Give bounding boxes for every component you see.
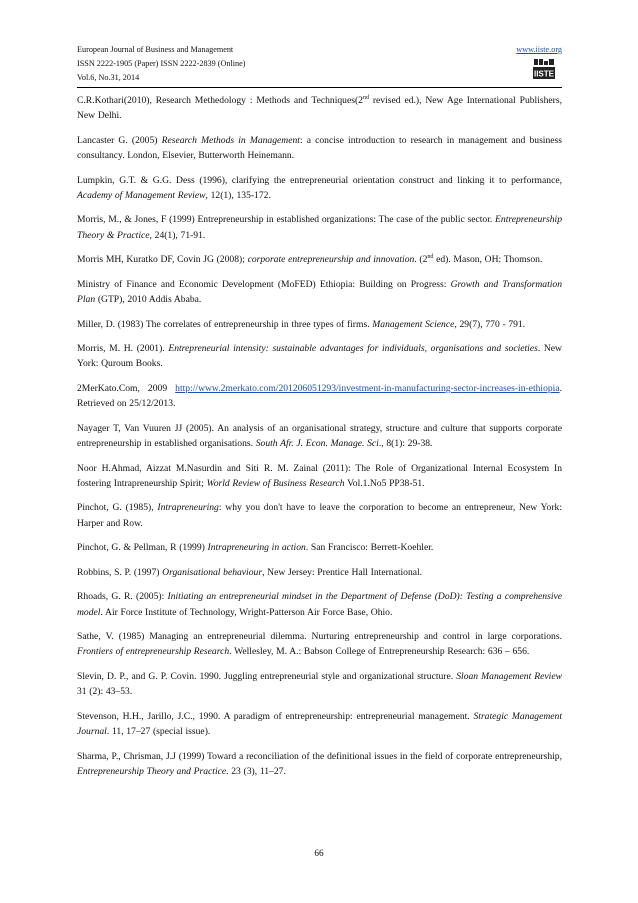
reference-text: Pinchot, G. & Pellman, R (1999) <box>77 542 208 554</box>
reference-text: , 29(7), 770 - 791. <box>454 318 526 330</box>
reference-text: Stevenson, H.H., Jarillo, J.C., 1990. A paradigm of entrepreneurship: entrepreneurial management. <box>77 710 474 722</box>
reference-text: . 11, 17–27 (special issue). <box>106 725 211 737</box>
reference-entry <box>77 629 562 659</box>
reference-italic-text: Frontiers of entrepreneurship Research <box>77 646 230 658</box>
reference-text: Sathe, V. (1985) Managing an entrepreneurial dilemma. Nurturing entrepreneurship and control in large corporations. <box>77 631 562 643</box>
reference-italic-text: South Afr. J. Econ. Manage. Sci <box>255 437 379 449</box>
reference-text: Noor H.Ahmad, Aizzat M.Nasurdin and Siti R. M. Zainal (2011): The Role of Organizational Internal Ecosystem In fostering Intrapreneurship Spirit; <box>77 462 562 489</box>
reference-text: . Retrieved on 25/12/2013. <box>77 382 562 410</box>
iiste-logo-icon <box>532 57 556 81</box>
reference-entry <box>77 589 562 619</box>
reference-entry <box>77 421 562 451</box>
reference-italic-text: corporate entrepreneurship and innovation <box>247 254 415 266</box>
header-divider <box>77 87 562 88</box>
reference-italic-text: Research Methods in Management <box>161 134 300 146</box>
reference-superscript: nd <box>362 95 369 101</box>
reference-text: Morris MH, Kuratko DF, Covin JG (2008); <box>77 254 248 266</box>
reference-italic-text: Growth and Transformation Plan <box>77 278 562 305</box>
reference-entry <box>77 173 562 203</box>
reference-text: : why you don't have to leave the corporation to become an entrepreneur, New York: Harper and Row. <box>77 502 562 529</box>
reference-entry <box>77 749 562 779</box>
reference-text: revised ed.), New Age International Publishers, New Delhi. <box>77 95 562 122</box>
reference-entry <box>77 500 562 530</box>
reference-italic-text: Initiating an entrepreneurial mindset in the Department of Defense (DoD): Testing a comprehensive model <box>77 591 562 618</box>
reference-text: : a concise introduction to research in management and business consultancy. London, Elsevier, Butterworth Heinemann. <box>77 134 562 161</box>
reference-text: Sharma, P., Chrisman, J.J (1999) Toward a reconciliation of the definitional issues in the field of corporate entrepreneurship, <box>77 750 562 762</box>
reference-italic-text: Organisational behaviour <box>162 566 263 578</box>
reference-italic-text: Entrepreneurial intensity: sustainable advantages for individuals, organisations and societies <box>168 343 538 355</box>
reference-text: Morris, M., & Jones, F (1999) Entrepreneurship in established organizations: The case of the public sector. <box>77 214 496 226</box>
page-number: 66 <box>314 848 324 858</box>
reference-entry <box>77 341 562 371</box>
reference-entry <box>77 317 562 332</box>
reference-entry <box>77 212 562 242</box>
reference-text: . 23 (3), 11–27. <box>226 765 286 777</box>
reference-text: ., 8(1): 29-38. <box>378 437 433 449</box>
page-header <box>77 45 562 85</box>
reference-entry <box>77 277 562 307</box>
reference-text: Rhoads, G. R. (2005): <box>77 591 168 603</box>
volume-line: Vol.6, No.31, 2014 <box>77 73 140 82</box>
reference-italic-text: Entrepreneurship Theory and Practice <box>77 765 227 777</box>
reference-text: . New York: Quroum Books. <box>77 343 562 370</box>
reference-text: . Air Force Institute of Technology, Wright-Patterson Air Force Base, Ohio. <box>100 606 393 618</box>
reference-superscript: nd <box>427 254 434 261</box>
reference-entry <box>77 93 562 123</box>
reference-text: Slevin, D. P., and G. P. Covin. 1990. Juggling entrepreneurial style and organizational structure. <box>77 670 457 682</box>
reference-text: ed). Mason, OH: Thomson. <box>433 254 543 266</box>
reference-text: 31 (2): 43–53. <box>77 686 133 698</box>
reference-text: Lancaster G. (2005) <box>77 134 162 146</box>
reference-text: Robbins, S. P. (1997) <box>77 566 163 578</box>
reference-text: Miller, D. (1983) The correlates of entrepreneurship in three types of firms. <box>77 318 373 330</box>
reference-entry <box>77 669 562 699</box>
reference-text: C.R.Kothari(2010), Research Methedology : Methods and Techniques(2 <box>77 95 363 106</box>
reference-italic-text: Strategic Management Journal <box>77 710 562 737</box>
issn-line: ISSN 2222-1905 (Paper) ISSN 2222-2839 (Online) <box>77 59 246 68</box>
reference-link[interactable]: http://www.2merkato.com/201206051293/investment-in-manufacturing-sector-increases-in-ethiopia <box>175 382 560 394</box>
reference-entry <box>77 540 562 555</box>
reference-text: 2MerKato.Com, 2009 <box>77 382 176 394</box>
reference-text: Nayager T, Van Vuuren JJ (2005). An analysis of an organisational strategy, structure and culture that supports corporate entrepreneurship in established organisations. <box>77 422 562 449</box>
reference-text: Morris, M. H. (2001). <box>77 343 169 355</box>
reference-text: . (2 <box>414 254 428 266</box>
reference-text: (GTP), 2010 Addis Ababa. <box>95 293 202 305</box>
logo-text: IISTE <box>533 69 555 79</box>
reference-entry <box>77 133 562 163</box>
reference-text: . San Francisco: Berrett-Koehler. <box>305 542 434 554</box>
reference-italic-text: Entrepreneurship Theory & Practice <box>77 214 562 241</box>
reference-italic-text: Intrapreneuring in action <box>207 542 306 554</box>
reference-text: Ministry of Finance and Economic Development (MoFED) Ethiopia: Building on Progress: <box>77 278 451 290</box>
reference-list <box>77 93 562 788</box>
reference-italic-text: Sloan Management Review <box>456 670 562 682</box>
reference-entry <box>77 709 562 739</box>
journal-name: European Journal of Business and Management <box>77 45 234 54</box>
reference-italic-text: Intrapreneuring <box>157 502 219 514</box>
reference-italic-text: Management Science <box>372 318 455 330</box>
reference-italic-text: Academy of Management Review <box>77 189 206 201</box>
reference-entry <box>77 252 562 267</box>
reference-text: Pinchot, G. (1985), <box>77 502 158 514</box>
reference-text: Lumpkin, G.T. & G.G. Dess (1996), clarifying the entrepreneurial orientation construct and linking it to performance, <box>77 174 562 186</box>
reference-text: . Wellesley, M. A.: Babson College of Entrepreneurship Research: 636 – 656. <box>229 646 530 658</box>
reference-italic-text: World Review of Business Research <box>206 477 345 489</box>
reference-entry <box>77 461 562 491</box>
reference-text: , 24(1), 71-91. <box>149 229 206 241</box>
reference-entry <box>77 565 562 580</box>
reference-text: Vol.1.No5 PP38-51. <box>344 477 425 489</box>
reference-text: , 12(1), 135-172. <box>205 189 271 201</box>
reference-entry <box>77 381 562 411</box>
reference-text: , New Jersey: Prentice Hall International. <box>262 566 423 578</box>
journal-url-link[interactable]: www.iiste.org <box>516 45 562 54</box>
